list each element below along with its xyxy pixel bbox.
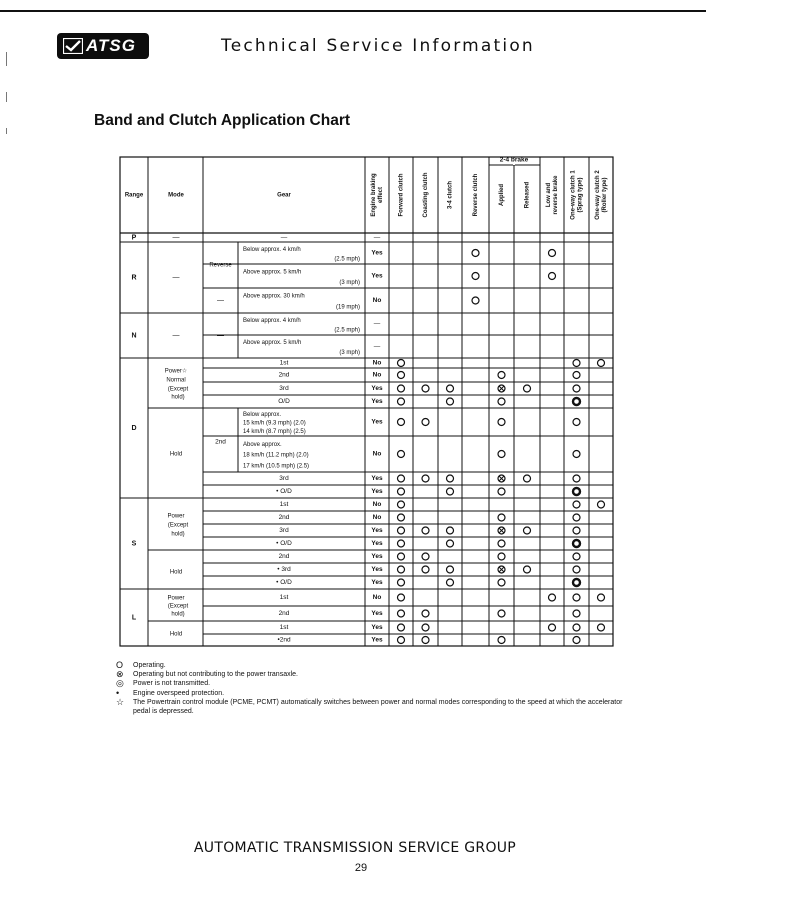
gear-text: 1st: [279, 359, 289, 367]
operating-symbol: [573, 501, 580, 508]
operating-symbol: [598, 594, 605, 601]
operating-symbol: [398, 566, 405, 573]
gear-text: Below approx. 4 km/h: [243, 317, 301, 324]
mode-normal: Normal: [166, 377, 186, 384]
operating-symbol: [498, 398, 505, 405]
operating-symbol: [447, 385, 454, 392]
mode-power: Power: [167, 595, 185, 602]
operating-symbol: [498, 514, 505, 521]
page-number: 29: [354, 862, 368, 874]
operating-symbol: [498, 540, 505, 547]
header-title: Technical Service Information: [221, 36, 535, 56]
operating-symbol: [573, 475, 580, 482]
range-label: D: [131, 424, 137, 432]
operating-symbol: [398, 610, 405, 617]
mode-power: Power☆: [164, 368, 188, 375]
header-column-label: Released: [524, 181, 531, 209]
header-column-label: reverse brake: [553, 175, 560, 215]
gear-text: Above approx. 5 km/h: [243, 269, 302, 276]
gear-text: 18 km/h (11.2 mph) (2.0): [243, 452, 309, 459]
operating-symbol: [549, 250, 556, 257]
operating-symbol: [398, 360, 405, 367]
operating-symbol: [472, 250, 479, 257]
legend-symbol: ⊗: [116, 669, 124, 680]
mode-except: (Except: [167, 603, 189, 610]
gear-text: • O/D: [276, 540, 292, 548]
gear-text: • O/D: [276, 488, 292, 496]
legend: [116, 661, 626, 716]
operating-symbol: [398, 501, 405, 508]
header-column-label: 3-4 clutch: [447, 180, 454, 210]
gear-text: 2nd: [278, 514, 290, 522]
operating-symbol: [398, 372, 405, 379]
header-column-label: effect: [378, 186, 385, 204]
operating-symbol: [498, 419, 505, 426]
engine-braking-value: Yes: [371, 249, 383, 257]
header-column-label: Forward clutch: [398, 173, 405, 217]
operating-symbol: [398, 594, 405, 601]
operating-symbol: [398, 451, 405, 458]
operating-symbol: [398, 637, 405, 644]
operating-symbol: [422, 419, 429, 426]
operating-symbol: [422, 637, 429, 644]
operating-symbol: [573, 610, 580, 617]
engine-braking-value: No: [372, 359, 382, 367]
operating-symbol: [398, 514, 405, 521]
gear-text: 1st: [279, 594, 289, 602]
power-not-transmitted-symbol: [573, 398, 580, 405]
header-column-label: (Sprag type): [577, 177, 584, 213]
operating-symbol: [398, 385, 405, 392]
mode-hold-label: Hold: [169, 631, 183, 638]
gear-text: (3 mph): [339, 350, 360, 357]
engine-braking-value: No: [372, 501, 382, 509]
gear-text: 3rd: [279, 475, 289, 483]
operating-symbol: [447, 398, 454, 405]
gear-text: 2nd: [278, 371, 290, 379]
gear-text: 3rd: [279, 385, 289, 393]
gear-text: 2nd: [278, 553, 290, 561]
operating-symbol: [472, 297, 479, 304]
gear-text: (2.5 mph): [334, 327, 360, 334]
document-title: Band and Clutch Application Chart: [94, 112, 351, 129]
operating-symbol: [549, 624, 556, 631]
operating-symbol: [498, 451, 505, 458]
logo-text: ATSG: [86, 36, 136, 55]
gear-text: Above approx.: [243, 441, 282, 448]
operating-symbol: [447, 527, 454, 534]
header-column-label: Applied: [499, 184, 506, 206]
legend-item: [116, 661, 626, 670]
operating-symbol: [472, 273, 479, 280]
mode-hold: hold): [171, 531, 185, 538]
operating-symbol: [598, 624, 605, 631]
gear-text: Below approx.: [243, 411, 282, 418]
operating-symbol: [398, 488, 405, 495]
operating-symbol: [422, 610, 429, 617]
gear-text: •2nd: [277, 636, 291, 644]
range-label: R: [131, 274, 137, 282]
header-column-label: Coasting clutch: [423, 172, 430, 218]
mode-dash: —: [172, 332, 180, 340]
operating-symbol: [524, 385, 531, 392]
gear-reverse-label: Reverse: [209, 262, 232, 269]
operating-symbol: [498, 372, 505, 379]
operating-symbol: [524, 566, 531, 573]
operating-symbol: [573, 360, 580, 367]
legend-item: [116, 670, 626, 679]
operating-symbol: [573, 385, 580, 392]
gear-text: 2nd: [278, 610, 290, 618]
legend-symbol: •: [116, 687, 120, 698]
operating-symbol: [422, 553, 429, 560]
range-label: S: [131, 540, 137, 548]
engine-braking-value: —: [373, 320, 381, 328]
gear-dash: —: [217, 297, 224, 305]
operating-symbol: [398, 527, 405, 534]
legend-text: The Powertrain control module (PCME, PCMT) automatically switches between power and normal modes corresponding to the speed at which the accelerator pedal is depressed.: [133, 698, 623, 716]
gear-text: • 3rd: [277, 566, 291, 574]
engine-braking-value: No: [372, 371, 382, 379]
legend-text: Engine overspeed protection.: [133, 689, 225, 697]
mode-hold: hold): [171, 394, 185, 401]
operating-symbol: [422, 527, 429, 534]
gear-text: 15 km/h (9.3 mph) (2.0): [243, 420, 306, 427]
engine-braking-value: —: [373, 234, 381, 242]
engine-braking-value: Yes: [371, 579, 383, 587]
operating-symbol: [498, 610, 505, 617]
header-mode: Mode: [168, 192, 184, 199]
range-label: N: [131, 332, 137, 340]
gear-text: Below approx. 4 km/h: [243, 246, 301, 253]
mode-hold: hold): [171, 611, 185, 618]
operating-symbol: [422, 475, 429, 482]
engine-braking-value: Yes: [371, 418, 383, 426]
operating-symbol: [447, 475, 454, 482]
operating-symbol: [447, 488, 454, 495]
gear-text: (2.5 mph): [334, 256, 360, 263]
operating-symbol: [573, 419, 580, 426]
mode-dash: —: [172, 274, 180, 282]
header-range: Range: [124, 192, 144, 199]
header-column-label: Reverse clutch: [473, 173, 480, 217]
legend-symbol: ◎: [116, 678, 124, 689]
operating-symbol: [498, 579, 505, 586]
operating-symbol: [524, 475, 531, 482]
gear-text: (3 mph): [339, 279, 360, 286]
operating-symbol: [447, 566, 454, 573]
header-column-label: (Roller type): [602, 177, 609, 213]
operating-symbol: [549, 273, 556, 280]
engine-braking-value: Yes: [371, 624, 383, 632]
range-label: P: [131, 234, 137, 242]
gear-text: (19 mph): [335, 304, 360, 311]
range-label: L: [131, 614, 137, 622]
operating-symbol: [573, 514, 580, 521]
mode-power: Power: [167, 513, 185, 520]
operating-symbol: [549, 594, 556, 601]
power-not-transmitted-symbol: [573, 488, 580, 495]
operating-symbol: [422, 385, 429, 392]
operating-symbol: [573, 527, 580, 534]
header-gear: Gear: [277, 192, 291, 199]
engine-braking-value: Yes: [371, 540, 383, 548]
operating-symbol: [398, 540, 405, 547]
operating-symbol: [573, 553, 580, 560]
header-column-label: One-way clutch 1: [570, 170, 577, 220]
mode-except: (Except: [167, 522, 189, 529]
engine-braking-value: No: [372, 594, 382, 602]
legend-text: Power is not transmitted.: [133, 680, 211, 688]
engine-braking-value: Yes: [371, 385, 383, 393]
gear-text: • O/D: [276, 579, 292, 587]
power-not-transmitted-symbol: [573, 540, 580, 547]
operating-symbol: [573, 372, 580, 379]
operating-symbol: [422, 624, 429, 631]
operating-symbol: [422, 566, 429, 573]
gear-text: Above approx. 30 km/h: [243, 293, 305, 300]
legend-text: Operating but not contributing to the power transaxle.: [133, 671, 298, 679]
operating-symbol: [573, 624, 580, 631]
mode-except: (Except: [167, 386, 189, 393]
operating-symbol: [398, 579, 405, 586]
gear-text: O/D: [278, 398, 290, 406]
engine-braking-value: Yes: [371, 272, 383, 280]
operating-symbol: [498, 488, 505, 495]
mode-hold-label: Hold: [169, 451, 183, 458]
gear-text: 1st: [279, 624, 289, 632]
operating-symbol: [598, 360, 605, 367]
gear-text: —: [280, 234, 288, 242]
operating-symbol: [573, 451, 580, 458]
gear-text: 1st: [279, 501, 289, 509]
operating-symbol: [524, 527, 531, 534]
mode-dash: —: [172, 234, 180, 242]
header-column-label: One-way clutch 2: [595, 170, 602, 220]
gear-text: 14 km/h (8.7 mph) (2.5): [243, 428, 306, 435]
legend-item: [116, 679, 626, 688]
gear-text: 3rd: [279, 527, 289, 535]
operating-symbol: [398, 398, 405, 405]
header-column-label: Engine braking: [371, 173, 378, 217]
operating-symbol: [398, 553, 405, 560]
legend-symbol: ☆: [116, 696, 125, 707]
mode-hold-label: Hold: [169, 569, 183, 576]
engine-braking-value: Yes: [371, 636, 383, 644]
table-border: [120, 157, 613, 646]
operating-symbol: [598, 501, 605, 508]
operating-symbol: [447, 540, 454, 547]
legend-item: [116, 689, 626, 698]
operating-symbol: [398, 475, 405, 482]
operating-symbol: [498, 553, 505, 560]
engine-braking-value: No: [372, 450, 382, 458]
engine-braking-value: Yes: [371, 610, 383, 618]
operating-symbol: [573, 594, 580, 601]
engine-braking-value: Yes: [371, 566, 383, 574]
operating-symbol: [573, 637, 580, 644]
engine-braking-value: No: [372, 297, 382, 305]
legend-item: [116, 698, 626, 716]
engine-braking-value: No: [372, 514, 382, 522]
engine-braking-value: Yes: [371, 475, 383, 483]
engine-braking-value: Yes: [371, 488, 383, 496]
header-2-4-brake: 2-4 brake: [499, 156, 529, 164]
operating-symbol: [398, 419, 405, 426]
engine-braking-value: —: [373, 343, 381, 351]
engine-braking-value: Yes: [371, 553, 383, 561]
legend-symbol: O: [116, 660, 124, 670]
footer-title: AUTOMATIC TRANSMISSION SERVICE GROUP: [193, 840, 517, 856]
operating-symbol: [398, 624, 405, 631]
power-not-transmitted-symbol: [573, 579, 580, 586]
legend-text: Operating.: [133, 662, 166, 669]
gear-2nd-label: 2nd: [215, 438, 226, 446]
engine-braking-value: Yes: [371, 398, 383, 406]
gear-dash: —: [217, 332, 224, 340]
operating-symbol: [573, 566, 580, 573]
operating-symbol: [498, 637, 505, 644]
engine-braking-value: Yes: [371, 527, 383, 535]
operating-symbol: [447, 579, 454, 586]
gear-text: 17 km/h (10.5 mph) (2.5): [243, 463, 310, 470]
header-column-label: Low and: [546, 182, 553, 208]
gear-text: Above approx. 5 km/h: [243, 340, 302, 347]
